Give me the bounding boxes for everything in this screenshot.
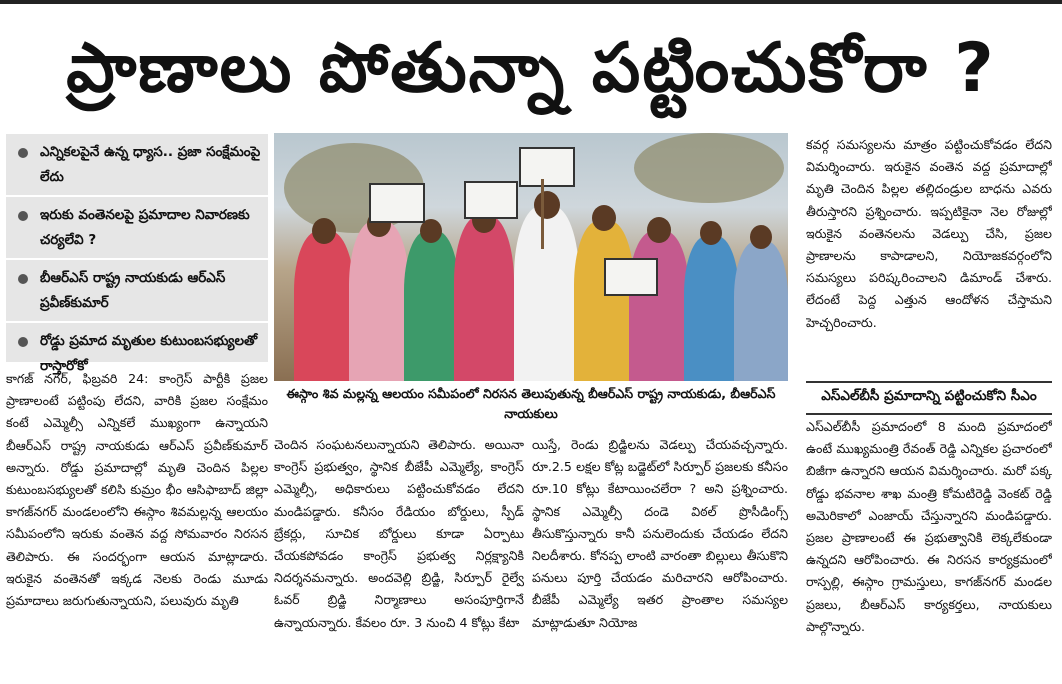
highlight-text: ఇరుకు వంతెనలపై ప్రమాదాల నివారణకు చర్యలేవి ?	[40, 207, 250, 248]
highlight-text: ఎన్నికలపైనే ఉన్న ధ్యాస.. ప్రజా సంక్షేమంపై లేదు	[40, 144, 261, 185]
article-text: ఎస్ఎల్‌బీసీ ప్రమాదంలో 8 మంది ప్రమాదంలో ఉంటే ముఖ్యమంత్రి రేవంత్ రెడ్డి ఎన్నికల ప్రచారంలో బిజీగా ఉన్నారని ఆయన విమర్శించారు. మరో పక్క రోడ్డు భవనాల శాఖ మంత్రి కోమటిరెడ్డి వెంకట్ రెడ్డి అమెరికాలో ఎంజాయ్ చేస్తున్నారని మండిపడ్డారు. ప్రజల ప్రాణాలంటే ఈ ప్రభుత్వానికి లెక్కలేకుండా ఉన్నదని ఆరోపించారు. ఈ నిరసన కార్యక్రమంలో రాస్పల్లి, ఈస్గాం గ్రామస్తులు, కాగజ్‌నగర్ మండల ప్రజలు, బీఆర్ఎస్ కార్యకర్తలు, నాయకులు పాల్గొన్నారు.	[806, 419, 1052, 634]
person	[454, 216, 514, 381]
placard-stick	[541, 179, 544, 249]
article-column-4-top	[806, 134, 1052, 374]
person	[349, 221, 409, 381]
person	[684, 236, 739, 381]
person	[514, 206, 579, 381]
article-column-4-bottom	[806, 416, 1052, 678]
article-text: యిస్తే, రెండు బ్రిడ్జిలను వెడల్పు చేయవచ్చన్నారు. రూ.2.5 లక్షల కోట్ల బడ్జెట్‌లో సిర్పూర్ ప్రజలకు కనీసం రూ.10 కోట్లు కేటాయించలేరా ? అని ప్రశ్నించారు. స్థానిక ఎమ్మెల్సీ దండె విఠల్ ప్రొసీడింగ్స్ తీసుకొస్తున్నారు కానీ పనులెందుకు చేయడం లేదని నిలదీశారు. కోనప్ప లాంటి వారంతా బిల్లులు తీసుకొని పనులు పూర్తి చేయడం మరిచారని ఆరోపించారు. బీజేపీ ఎమ్మెల్యే ఇతర ప్రాంతాల సమస్యల మాట్లాడుతూ నియోజ	[532, 437, 788, 630]
article-column-2	[274, 434, 524, 678]
protest-placard	[519, 147, 575, 187]
highlight-item	[6, 260, 268, 323]
highlight-item	[6, 197, 268, 260]
person-head	[312, 218, 336, 244]
protest-placard	[464, 181, 518, 219]
highlight-text: రోడ్డు ప్రమాద మృతుల కుటుంబసభ్యులతో రాస్తారోకో	[40, 333, 258, 374]
person-head	[750, 225, 772, 249]
bullet-icon	[18, 337, 28, 347]
article-text: కవర్గ సమస్యలను మాత్రం పట్టించుకోవడం లేదని విమర్శించారు. ఇరుకైన వంతెన వద్ద ప్రమాదాల్లో మృతి చెందిన పిల్లల తల్లిదండ్రుల బాధను ఎవరు తీరుస్తారని ప్రశ్నించారు. ఇప్పటికైనా నెల రోజుల్లో ఇరుకైన వంతెనలను వెడల్పు చేసి, ప్రజల ప్రాణాలను కాపాడాలని, నియోజకవర్గంలోని సమస్యలు పరిష్కరించాలని డిమాండ్ చేశారు. లేదంటే పెద్ద ఎత్తున ఆందోళన చేస్తామని హెచ్చరించారు.	[806, 137, 1052, 330]
section-subheading: ఎస్ఎల్‌బీసీ ప్రమాదాన్ని పట్టించుకోని సీఎం	[806, 381, 1052, 415]
highlight-item	[6, 134, 268, 197]
article-text: కాగజ్ నగర్, ఫిబ్రవరి 24: కాంగ్రెస్ పార్టీకి ప్రజల ప్రాణాలంటే పట్టింపు లేదని, వారికి ప్రజల సంక్షేమం కంటే ఎమ్మెల్సీ ఎన్నికలే ముఖ్యంగా ఉన్నాయని బీఆర్ఎస్ రాష్ట్ర నాయకుడు ఆర్ఎస్ ప్రవీణ్‌కుమార్ అన్నారు. రోడ్డు ప్రమాదాల్లో మృతి చెందిన పిల్లల కుటుంబసభ్యులతో కలిసి కుమ్రం భీం ఆసిఫాబాద్ జిల్లా కాగజ్‌నగర్ మండలంలోని ఈస్గాం శివమల్లన్న ఆలయం సమీపంలోని ఇరుకు వంతెన వద్ద సోమవారం నిరసన తెలిపారు. ఈ సందర్భంగా ఆయన మాట్లాడారు. ఇరుకైన వంతెనతో ఇక్కడ నెలకు రెండు మూడు ప్రమాదాలు జరుగుతున్నాయని, పలువురు మృతి	[6, 371, 268, 609]
person	[404, 231, 459, 381]
tree-shape	[634, 133, 784, 203]
person	[734, 241, 788, 381]
bullet-icon	[18, 274, 28, 284]
article-column-3	[532, 434, 788, 678]
bullet-icon	[18, 211, 28, 221]
person	[294, 231, 354, 381]
headline: ప్రాణాలు పోతున్నా పట్టించుకోరా ?	[66, 29, 996, 108]
protest-placard	[369, 183, 425, 223]
top-rule	[0, 0, 1062, 4]
highlights-box	[6, 134, 268, 374]
article-text: చెందిన సంఘటనలున్నాయని తెలిపారు. అయినా కాంగ్రెస్ ప్రభుత్వం, స్థానిక బీజేపీ ఎమ్మెల్యే, కాంగ్రెస్ ఎమ్మెల్సీ, అధికారులు పట్టించుకోవడం లేదని మండిపడ్డారు. కనీసం రేడియం బోర్డులు, స్పీడ్ బ్రేకర్లు, సూచిక బోర్డులు కూడా ఏర్పాటు చేయకపోవడం కాంగ్రెస్ ప్రభుత్వ నిర్లక్ష్యానికి నిదర్శనమన్నారు. అందవెల్లి బ్రిడ్జి, సిర్పూర్ రైల్వే ఓవర్ బ్రిడ్జి నిర్మాణాలు అసంపూర్తిగానే ఉన్నాయన్నారు. కేవలం రూ. 3 నుంచి 4 కోట్లు కేటా	[274, 437, 524, 630]
person-head	[592, 205, 616, 231]
bullet-icon	[18, 148, 28, 158]
person	[629, 231, 689, 381]
person-head	[534, 191, 560, 219]
article-column-1	[6, 368, 268, 678]
news-photo	[274, 133, 788, 381]
person	[574, 221, 634, 381]
protest-placard	[604, 258, 658, 296]
highlight-text: బీఆర్ఎస్ రాష్ట్ర నాయకుడు ఆర్ఎస్ ప్రవీణ్‌కుమార్	[40, 270, 226, 311]
photo-caption: ఈస్గాం శివ మల్లన్న ఆలయం సమీపంలో నిరసన తెలుపుతున్న బీఆర్ఎస్ రాష్ట్ర నాయకుడు, బీఆర్ఎస్ నాయకులు	[286, 386, 776, 421]
person-head	[700, 221, 722, 245]
person-head	[647, 217, 671, 243]
